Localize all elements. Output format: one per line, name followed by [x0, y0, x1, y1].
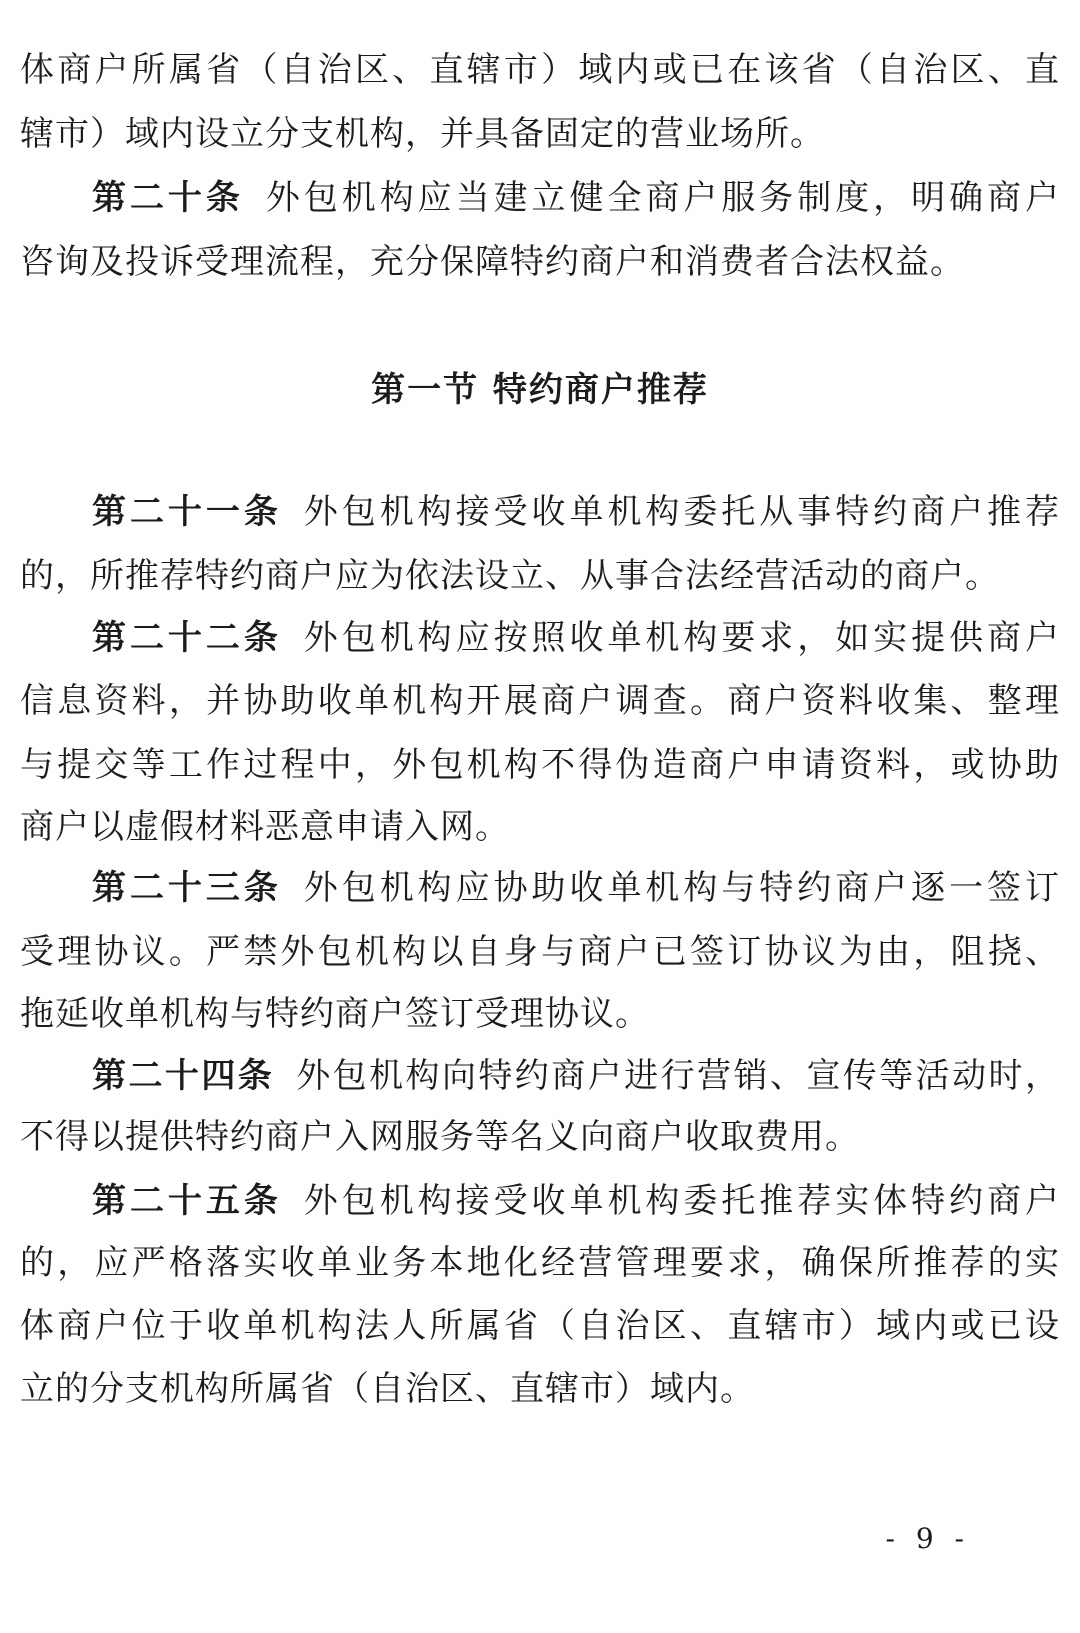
article-24-line-1 [92, 1052, 1060, 1100]
article-23-number: 第二十三条 [92, 868, 282, 908]
article-24-text-1: 外包机构向特约商户进行营销、宣传等活动时， [296, 1056, 1061, 1096]
article-20-line-2: 咨询及投诉受理流程，充分保障特约商户和消费者合法权益。 [20, 242, 965, 282]
article-20-line-1 [92, 174, 1060, 222]
intro-line-2: 辖市）域内设立分支机构，并具备固定的营业场所。 [20, 114, 825, 154]
article-23-line-1 [92, 864, 1060, 912]
article-25-text-1: 外包机构接受收单机构委托推荐实体特约商户 [303, 1181, 1061, 1221]
article-22-line-4: 商户以虚假材料恶意申请入网。 [20, 807, 510, 847]
article-22-text-1: 外包机构应按照收单机构要求，如实提供商户 [303, 618, 1061, 658]
section-title: 第一节 特约商户推荐 [371, 370, 709, 410]
article-23-line-3: 拖延收单机构与特约商户签订受理协议。 [20, 994, 650, 1034]
article-22-line-3: 与提交等工作过程中，外包机构不得伪造商户申请资料，或协助 [20, 745, 1060, 785]
article-21-line-2: 的，所推荐特约商户应为依法设立、从事合法经营活动的商户。 [20, 556, 1000, 596]
article-25-number: 第二十五条 [92, 1181, 282, 1221]
article-23-text-1: 外包机构应协助收单机构与特约商户逐一签订 [303, 868, 1061, 908]
page-number: - 9 - [885, 1522, 970, 1555]
article-24-number: 第二十四条 [92, 1056, 275, 1096]
article-22-line-1 [92, 614, 1060, 662]
article-20-text-1: 外包机构应当建立健全商户服务制度，明确商户 [265, 178, 1061, 218]
article-21-line-1 [92, 488, 1060, 536]
article-24-line-2: 不得以提供特约商户入网服务等名义向商户收取费用。 [20, 1117, 860, 1157]
article-25-line-2: 的，应严格落实收单业务本地化经营管理要求，确保所推荐的实 [20, 1243, 1060, 1283]
article-22-line-2: 信息资料，并协助收单机构开展商户调查。商户资料收集、整理 [20, 681, 1060, 721]
article-22-number: 第二十二条 [92, 618, 282, 658]
article-25-line-1 [92, 1177, 1060, 1225]
article-25-line-4: 立的分支机构所属省（自治区、直辖市）域内。 [20, 1369, 755, 1409]
article-21-text-1: 外包机构接受收单机构委托从事特约商户推荐 [303, 492, 1061, 532]
article-21-number: 第二十一条 [92, 492, 282, 532]
article-25-line-3: 体商户位于收单机构法人所属省（自治区、直辖市）域内或已设 [20, 1306, 1060, 1346]
article-23-line-2: 受理协议。严禁外包机构以自身与商户已签订协议为由，阻挠、 [20, 932, 1060, 972]
article-20-number: 第二十条 [92, 178, 244, 218]
intro-line-1: 体商户所属省（自治区、直辖市）域内或已在该省（自治区、直 [20, 50, 1060, 90]
